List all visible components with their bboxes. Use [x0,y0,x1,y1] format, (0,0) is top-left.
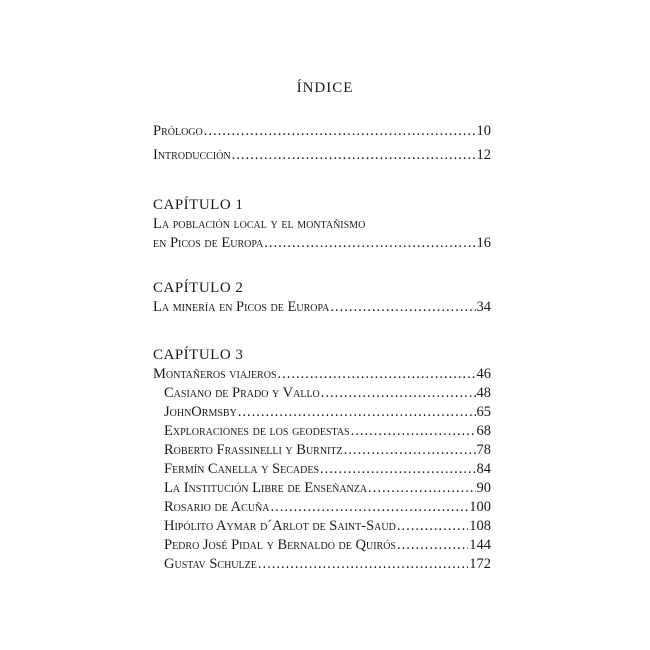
toc-entry-page: 65 [476,404,491,420]
toc-entry-label: Gustav Schulze [164,556,257,572]
toc-entry-introduccion [153,146,491,165]
toc-entry-label: JohnOrmsby [164,404,237,420]
toc-entry-label: en Picos de Europa [153,235,264,251]
front-matter [153,122,491,165]
toc-entry-page: 48 [476,385,491,401]
toc-entry-label: Exploraciones de los geodestas [164,423,350,439]
toc-entry-label: Rosario de Acuña [164,499,270,515]
dot-leader [270,498,468,517]
toc-entry-label: La minería en Picos de Europa [153,299,330,315]
toc-entry-label: Introducción [153,147,231,163]
chapter-2-entry [153,298,491,317]
chapter-1-heading: CAPÍTULO 1 [153,197,244,213]
dot-leader [204,122,476,141]
dot-leader [397,536,468,555]
chapter-3-heading: CAPÍTULO 3 [153,347,244,363]
dot-leader [264,234,475,253]
toc-entry-page: 90 [476,480,491,496]
toc-entry-page: 108 [469,518,491,534]
dot-leader [330,298,475,317]
toc-entry-label: Pedro José Pidal y Bernaldo de Quirós [164,537,396,553]
toc-subentry [164,460,491,479]
chapter-1-entry [153,234,491,253]
toc-entry-page: 34 [476,299,491,315]
toc-subentry [164,422,491,441]
dot-leader [344,441,476,460]
toc-subentry [164,479,491,498]
chapter-3-subentries [153,384,491,574]
toc-entry-label: Hipólito Aymar d´Arlot de Saint-Saud [164,518,396,534]
dot-leader [258,555,468,574]
toc-subentry [164,403,491,422]
dot-leader [321,384,476,403]
toc-entry-page: 16 [476,235,491,251]
toc-subentry [164,517,491,536]
toc-entry-page: 46 [476,366,491,382]
toc-entry-label: La Institución Libre de Enseñanza [164,480,368,496]
dot-leader [278,365,476,384]
toc-entry-page: 84 [476,461,491,477]
toc-entry-page: 100 [469,499,491,515]
dot-leader [232,146,476,165]
page-title: ÍNDICE [296,80,354,96]
toc-entry-page: 78 [476,442,491,458]
toc-entry-page: 12 [476,147,491,163]
toc-entry-page: 144 [469,537,491,553]
toc-entry-label: Casiano de Prado y Vallo [164,385,320,401]
toc-entry-label: Fermín Canella y Secades [164,461,319,477]
chapter-2-section [153,278,491,317]
toc-entry-page: 10 [476,123,491,139]
dot-leader [238,403,476,422]
toc-entry-label: Prólogo [153,123,203,139]
dot-leader [368,479,475,498]
toc-entry-label: Montañeros viajeros [153,366,277,382]
toc-entry-label: Roberto Frassinelli y Burnitz [164,442,343,458]
toc-subentry [164,536,491,555]
toc-entry-page: 172 [469,556,491,572]
toc-subentry [164,384,491,403]
dot-leader [351,422,476,441]
toc-subentry [164,441,491,460]
toc-subentry [164,555,491,574]
toc-entry-prologo [153,122,491,141]
chapter-3-entry [153,365,491,384]
dot-leader [397,517,468,536]
toc-entry-page: 68 [476,423,491,439]
chapter-1-section [153,195,491,253]
dot-leader [320,460,476,479]
chapter-3-section [153,345,491,574]
chapter-1-title-line1: La población local y el montañismo [153,216,366,232]
toc-subentry [164,498,491,517]
chapter-2-heading: CAPÍTULO 2 [153,280,244,296]
